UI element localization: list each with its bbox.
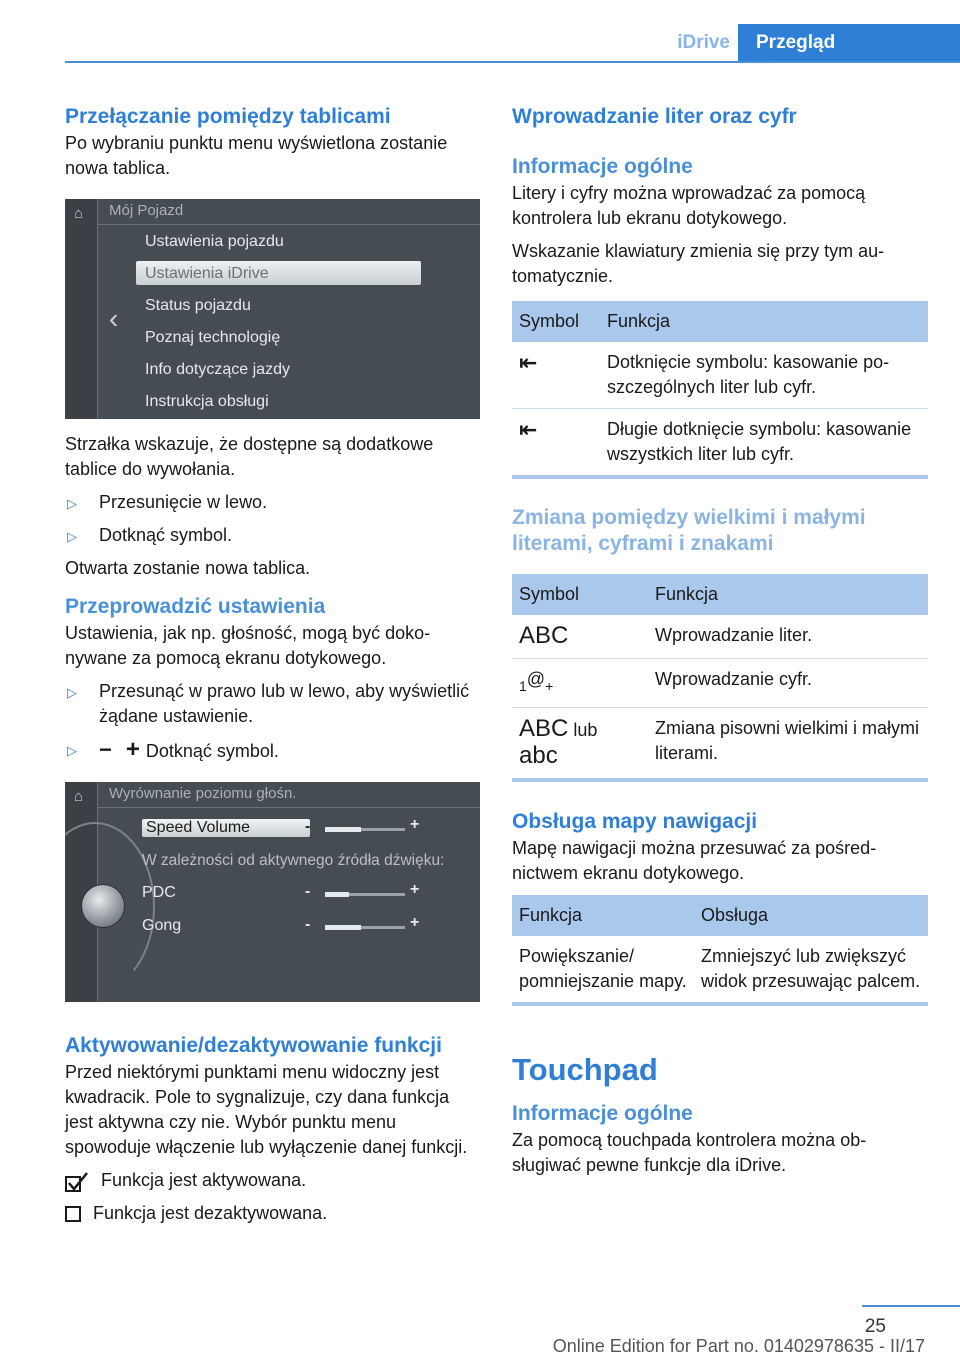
- setting-source: W zależności od aktywnego źródła dźwięku:: [142, 852, 445, 869]
- checkbox-checked-icon: [65, 1171, 87, 1191]
- heading-settings: Przeprowadzić ustawienia: [65, 595, 326, 618]
- backspace-icon: ⇤: [519, 417, 538, 442]
- bullet-plus-minus: ▷ − + Dotknąć symbol.: [65, 737, 480, 764]
- setting-pdc: PDC: [142, 884, 176, 901]
- checkbox-empty-icon: [65, 1206, 81, 1222]
- para-touchpad: Za pomocą touchpada kontrolera można obsługiwać pewne funkcje dla iDrive.: [512, 1130, 867, 1175]
- backspace-icon: ⇤: [519, 350, 538, 375]
- heading-touchpad: Touchpad: [512, 1052, 658, 1087]
- table-case: Symbol Funkcja ABC Wprowadzanie liter. 1@+ Wprowadzanie cyfr. ABC lub abc Zmiana pisowni wielkimi i małymi literami.: [512, 574, 928, 778]
- bullet-icon: [67, 738, 77, 763]
- chevron-left-icon: ‹: [109, 303, 119, 334]
- abc-upper-symbol: ABC: [519, 715, 569, 742]
- footer-rule: [862, 1305, 960, 1307]
- bullet-icon: [67, 491, 77, 516]
- edition-note: Online Edition for Part no. 01402978635 - II/17: [552, 1336, 925, 1356]
- subheading-touchpad-general: Informacje ogólne: [512, 1102, 693, 1125]
- para-input-1: Litery i cyfry można wprowadzać za pomocą kontrolera lub ekranu dotykowego.: [512, 183, 866, 228]
- slider-level: [325, 827, 361, 832]
- home-icon: ⌂: [74, 788, 84, 805]
- para-arrow: Strzałka wskazuje, że dostępne są dodatkowe tablice do wywołania.: [65, 434, 434, 479]
- menu-item: Info dotyczące jazdy: [145, 361, 290, 378]
- header-rule: [65, 61, 960, 63]
- header-section: iDrive: [677, 32, 730, 53]
- heading-map: Obsługa mapy nawigacji: [512, 810, 758, 833]
- header-tab: Przegląd: [738, 24, 960, 61]
- abc-lower-symbol: abc: [519, 742, 558, 769]
- right-column: [512, 100, 928, 1178]
- bullet-tap-symbol: ▷ Dotknąć symbol.: [65, 523, 480, 548]
- bullet-swipe: ▷ Przesunąć w prawo lub w lewo, aby wyświetlić żądane ustawienie.: [65, 679, 480, 729]
- controller-knob-icon: [81, 884, 125, 928]
- setting-speed-volume: Speed Volume: [142, 819, 310, 837]
- slider-level: [325, 892, 349, 897]
- subheading-general: Informacje ogólne: [512, 155, 693, 178]
- menu-item-selected: Ustawienia iDrive: [145, 265, 269, 282]
- abc-upper-symbol: ABC: [519, 622, 569, 649]
- screenshot-moj-pojazd: [65, 199, 480, 419]
- left-column: [65, 100, 480, 1226]
- para-map: Mapę nawigacji można przesuwać za pośrednictwem ekranu dotykowego.: [512, 838, 877, 883]
- para-new-board: Otwarta zostanie nowa tablica.: [65, 558, 311, 578]
- row-inactive: Funkcja jest dezaktywowana.: [65, 1201, 480, 1226]
- para-switch-boards: Po wybraniu punktu menu wyświetlona zostanie nowa tablica.: [65, 133, 448, 178]
- menu-item: Ustawienia pojazdu: [145, 233, 284, 250]
- plus-icon: +: [125, 736, 140, 763]
- slider-level: [325, 925, 361, 930]
- para-input-2: Wskazanie klawiatury zmienia się przy tym automatycznie.: [512, 241, 885, 286]
- menu-item: Status pojazdu: [145, 297, 251, 314]
- row-active: Funkcja jest aktywowana.: [65, 1168, 480, 1193]
- bullet-swipe-left: ▷ Przesunięcie w lewo.: [65, 490, 480, 515]
- table-delete: Symbol Funkcja ⇤ Dotknięcie symbolu: kasowanie poszczególnych liter lub cyfr. ⇤ Długie dotknięcie symbolu: kasowanie wszystkich liter lub cyfr.: [512, 301, 928, 475]
- numbers-symbol: 1@+: [519, 669, 554, 694]
- heading-input: Wprowadzanie liter oraz cyfr: [512, 105, 797, 128]
- home-icon: ⌂: [74, 205, 84, 222]
- bullet-icon: [67, 680, 77, 705]
- screenshot-volume: ⌂ Wyrównanie poziomu głośn. Speed Volume - + W zależności od aktywnego źródła dźwięku: PDC - + Gong - +: [65, 782, 480, 1002]
- setting-gong: Gong: [142, 917, 182, 934]
- screen-title: Mój Pojazd: [109, 202, 184, 219]
- menu-item: Instrukcja obsługi: [145, 393, 269, 410]
- minus-icon: −: [99, 737, 112, 762]
- screen-title: Wyrównanie poziomu głośn.: [109, 785, 297, 802]
- table-map: Funkcja Obsługa Powiększanie/ pomniejszanie mapy. Zmniejszyć lub zwiększyć widok przesuwając palcem.: [512, 895, 928, 1002]
- heading-activate: Aktywowanie/dezaktywowanie funkcji: [65, 1034, 442, 1057]
- page-number: 25: [864, 1316, 886, 1337]
- menu-item: Poznaj technologię: [145, 329, 281, 346]
- subheading-case: Zmiana pomiędzy wielkimi i małymi literami, cyframi i znakami: [512, 506, 866, 555]
- para-activate: Przed niektórymi punktami menu widoczny jest kwadracik. Pole to sygnalizuje, czy dana funkcja jest aktywna czy nie. Wybór punktu menu spowoduje włączenie lub wyłączenie danej funkcji.: [65, 1062, 468, 1157]
- para-settings: Ustawienia, jak np. głośność, mogą być dokonywane za pomocą ekranu dotykowego.: [65, 623, 431, 668]
- heading-switch-boards: Przełączanie pomiędzy tablicami: [65, 105, 391, 128]
- bullet-icon: [67, 524, 77, 549]
